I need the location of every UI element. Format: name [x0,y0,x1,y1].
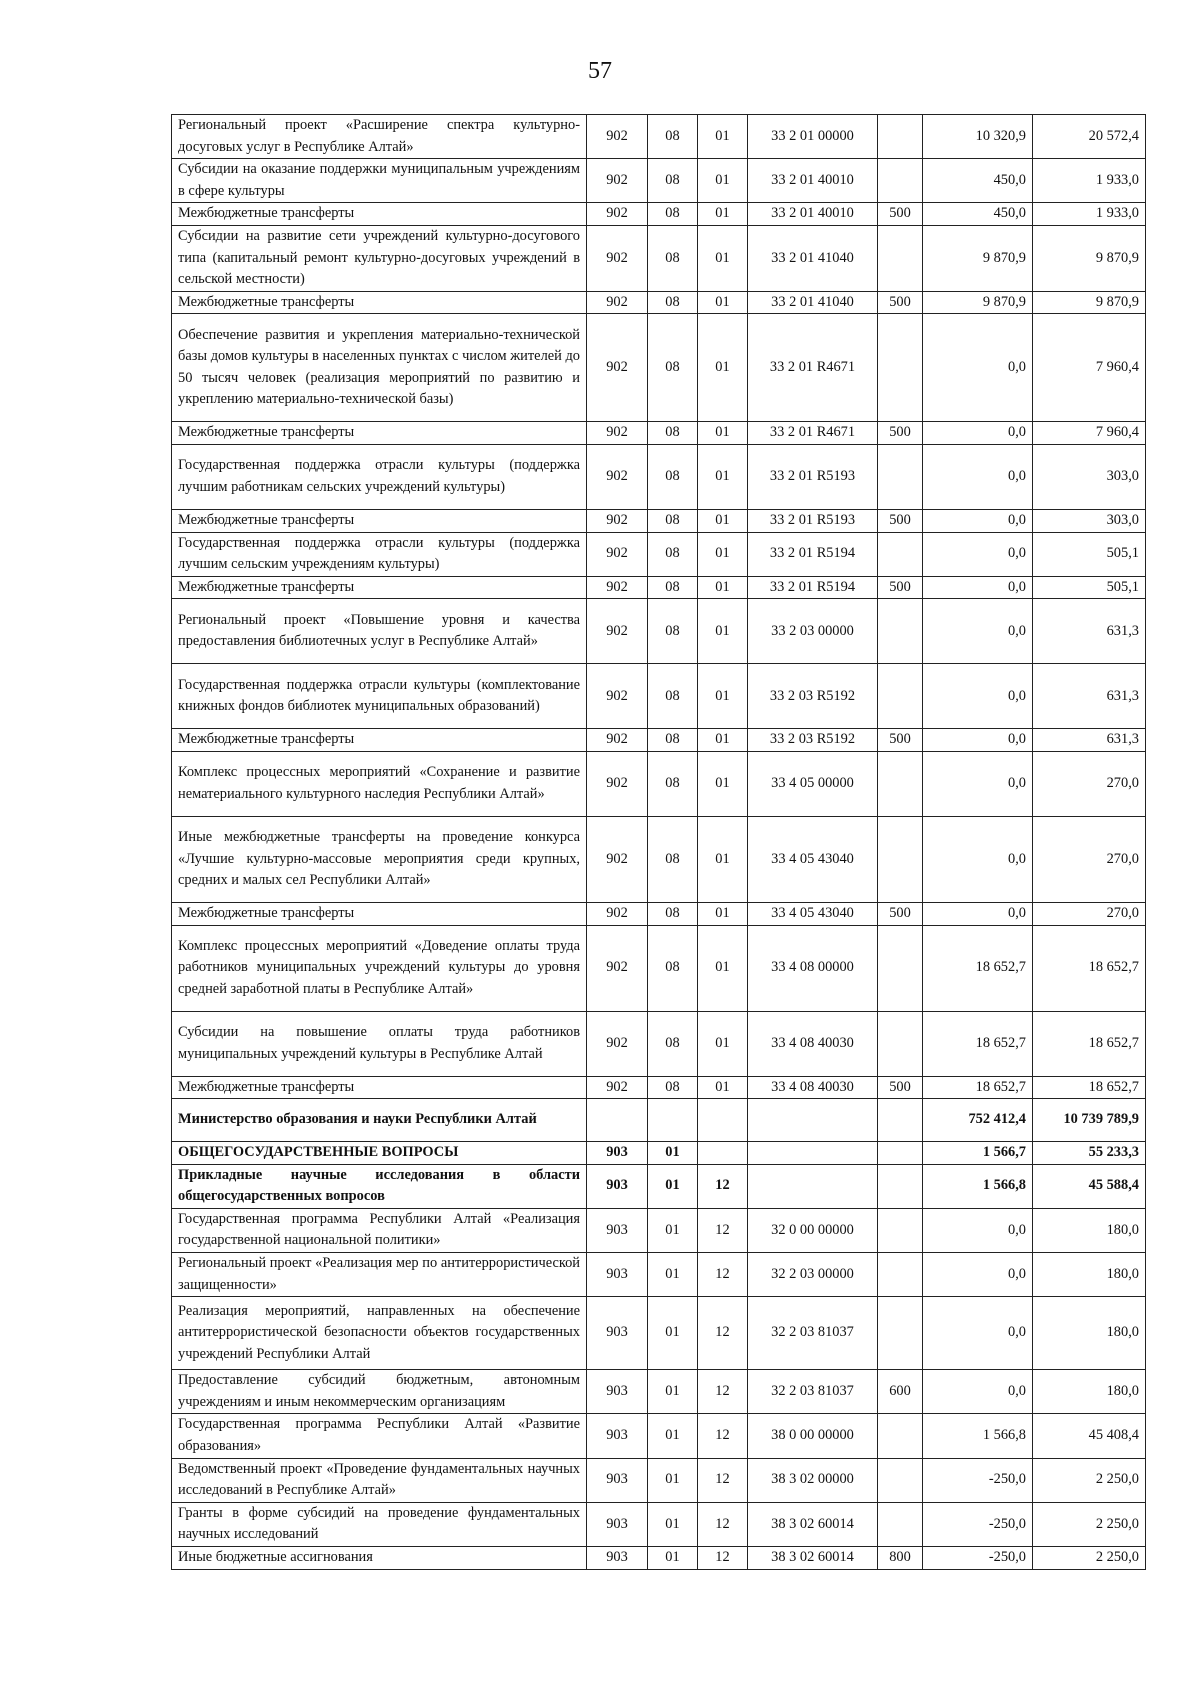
row-amount-change: 18 652,7 [923,1076,1033,1099]
row-name: Государственная программа Республики Алтай «Реализация государственной национальной политики» [172,1208,587,1252]
row-target-article: 33 4 08 40030 [748,1011,878,1076]
table-row [172,1547,1146,1570]
row-expense-type [878,1297,923,1370]
row-amount-change: 1 566,7 [923,1142,1033,1165]
row-section-code: 01 [648,1208,698,1252]
row-target-article [748,1164,878,1208]
table-row [172,729,1146,752]
table-row [172,1253,1146,1297]
row-section-code: 08 [648,599,698,664]
row-section-code: 08 [648,1076,698,1099]
row-name: Обеспечение развития и укрепления материально-технической базы домов культуры в населенных пунктах с числом жителей до 50 тысяч человек (реализация мероприятий по развитию и укреплению материально-технической базы) [172,314,587,422]
row-name: Государственная поддержка отрасли культуры (поддержка лучшим сельским учреждениям культуры) [172,532,587,576]
table-row [172,1208,1146,1252]
row-target-article: 38 3 02 60014 [748,1547,878,1570]
row-expense-type [878,1502,923,1546]
row-target-article: 33 2 01 R5194 [748,576,878,599]
row-amount-change: -250,0 [923,1502,1033,1546]
row-target-article: 33 2 01 00000 [748,115,878,159]
row-amount-total: 270,0 [1033,816,1146,902]
row-expense-type [878,1253,923,1297]
row-amount-change: 0,0 [923,1253,1033,1297]
row-amount-change: 0,0 [923,576,1033,599]
row-amount-change: 0,0 [923,902,1033,925]
row-target-article [748,1142,878,1165]
row-amount-total: 631,3 [1033,729,1146,752]
row-amount-change: 752 412,4 [923,1099,1033,1142]
row-amount-total: 10 739 789,9 [1033,1099,1146,1142]
row-amount-change: 0,0 [923,1297,1033,1370]
row-target-article: 33 2 01 41040 [748,225,878,291]
row-admin-code: 902 [587,599,648,664]
row-amount-change: 0,0 [923,664,1033,729]
row-admin-code: 903 [587,1142,648,1165]
row-amount-change: -250,0 [923,1458,1033,1502]
row-name: Субсидии на оказание поддержки муниципальным учреждениям в сфере культуры [172,159,587,203]
row-target-article: 32 2 03 00000 [748,1253,878,1297]
row-expense-type [878,751,923,816]
table-body [172,115,1146,1570]
row-amount-change: 0,0 [923,314,1033,422]
row-amount-total: 45 408,4 [1033,1414,1146,1458]
row-section-code: 08 [648,509,698,532]
row-amount-total: 180,0 [1033,1370,1146,1414]
row-admin-code: 902 [587,1076,648,1099]
row-amount-total: 20 572,4 [1033,115,1146,159]
table-row [172,159,1146,203]
row-expense-type: 500 [878,422,923,445]
row-name: Межбюджетные трансферты [172,729,587,752]
row-section-code: 08 [648,664,698,729]
row-name: Прикладные научные исследования в области общегосударственных вопросов [172,1164,587,1208]
row-section-code: 08 [648,1011,698,1076]
row-subsection-code: 12 [698,1502,748,1546]
row-expense-type: 500 [878,902,923,925]
row-name: Иные бюджетные ассигнования [172,1547,587,1570]
row-amount-change: 0,0 [923,1208,1033,1252]
table-row [172,509,1146,532]
row-admin-code: 903 [587,1164,648,1208]
row-target-article: 33 4 08 00000 [748,925,878,1011]
row-expense-type [878,816,923,902]
table-row [172,532,1146,576]
row-section-code [648,1099,698,1142]
row-target-article: 33 4 05 43040 [748,902,878,925]
table-row [172,576,1146,599]
row-subsection-code: 12 [698,1414,748,1458]
table-row [172,1370,1146,1414]
row-amount-total: 270,0 [1033,902,1146,925]
row-admin-code: 902 [587,444,648,509]
row-admin-code [587,1099,648,1142]
row-admin-code: 903 [587,1414,648,1458]
row-section-code: 08 [648,729,698,752]
row-amount-total: 180,0 [1033,1253,1146,1297]
row-subsection-code: 12 [698,1458,748,1502]
row-expense-type [878,1208,923,1252]
row-amount-total: 631,3 [1033,599,1146,664]
row-target-article: 38 0 00 00000 [748,1414,878,1458]
table-row [172,225,1146,291]
row-admin-code: 902 [587,751,648,816]
row-target-article: 33 2 01 R4671 [748,422,878,445]
row-subsection-code: 12 [698,1547,748,1570]
row-subsection-code: 12 [698,1297,748,1370]
row-amount-total: 2 250,0 [1033,1502,1146,1546]
row-section-code: 08 [648,751,698,816]
row-amount-total: 2 250,0 [1033,1547,1146,1570]
row-amount-change: 0,0 [923,729,1033,752]
row-amount-total: 303,0 [1033,444,1146,509]
row-amount-change: 0,0 [923,422,1033,445]
row-target-article: 33 4 05 43040 [748,816,878,902]
row-admin-code: 902 [587,1011,648,1076]
row-admin-code: 902 [587,729,648,752]
row-admin-code: 902 [587,422,648,445]
row-expense-type [878,1164,923,1208]
row-subsection-code: 01 [698,159,748,203]
row-section-code: 08 [648,422,698,445]
table-row [172,902,1146,925]
row-expense-type: 500 [878,203,923,226]
row-subsection-code: 01 [698,1011,748,1076]
row-subsection-code: 12 [698,1253,748,1297]
row-section-code: 08 [648,532,698,576]
row-name: Гранты в форме субсидий на проведение фундаментальных научных исследований [172,1502,587,1546]
row-name: Комплекс процессных мероприятий «Доведение оплаты труда работников муниципальных учреждений культуры до уровня средней заработной платы в Республике Алтай» [172,925,587,1011]
row-expense-type [878,1011,923,1076]
row-amount-total: 18 652,7 [1033,1076,1146,1099]
row-admin-code: 902 [587,664,648,729]
row-expense-type [878,925,923,1011]
row-subsection-code: 01 [698,902,748,925]
row-target-article: 33 4 08 40030 [748,1076,878,1099]
row-amount-change: 1 566,8 [923,1164,1033,1208]
row-target-article: 33 2 03 R5192 [748,664,878,729]
table-row [172,816,1146,902]
row-section-code: 08 [648,115,698,159]
row-subsection-code: 01 [698,422,748,445]
row-name: Межбюджетные трансферты [172,422,587,445]
row-amount-total: 303,0 [1033,509,1146,532]
row-section-code: 01 [648,1164,698,1208]
row-expense-type: 500 [878,1076,923,1099]
row-admin-code: 902 [587,291,648,314]
row-target-article: 32 0 00 00000 [748,1208,878,1252]
row-amount-total: 7 960,4 [1033,422,1146,445]
row-name: Ведомственный проект «Проведение фундаментальных научных исследований в Республике Алтай» [172,1458,587,1502]
row-admin-code: 903 [587,1208,648,1252]
row-amount-change: 0,0 [923,1370,1033,1414]
row-amount-change: 0,0 [923,509,1033,532]
row-amount-total: 1 933,0 [1033,159,1146,203]
row-amount-change: 0,0 [923,532,1033,576]
table-row [172,1502,1146,1546]
row-subsection-code: 01 [698,599,748,664]
row-amount-change: 0,0 [923,816,1033,902]
row-amount-total: 631,3 [1033,664,1146,729]
row-amount-total: 9 870,9 [1033,225,1146,291]
row-expense-type [878,1458,923,1502]
row-admin-code: 903 [587,1253,648,1297]
row-target-article: 33 2 01 41040 [748,291,878,314]
row-admin-code: 903 [587,1502,648,1546]
row-admin-code: 902 [587,816,648,902]
row-section-code: 08 [648,925,698,1011]
row-subsection-code: 01 [698,225,748,291]
table-row [172,599,1146,664]
row-amount-change: 9 870,9 [923,291,1033,314]
row-section-code: 08 [648,225,698,291]
row-subsection-code [698,1099,748,1142]
row-target-article: 33 2 01 40010 [748,159,878,203]
row-amount-change: 1 566,8 [923,1414,1033,1458]
row-section-code: 08 [648,444,698,509]
row-subsection-code: 01 [698,751,748,816]
row-admin-code: 902 [587,225,648,291]
row-expense-type [878,664,923,729]
row-amount-change: 450,0 [923,203,1033,226]
row-target-article: 33 2 03 R5192 [748,729,878,752]
row-amount-total: 505,1 [1033,576,1146,599]
row-target-article: 33 2 01 R4671 [748,314,878,422]
row-expense-type [878,225,923,291]
row-admin-code: 902 [587,159,648,203]
row-name: Иные межбюджетные трансферты на проведение конкурса «Лучшие культурно-массовые мероприятия среди крупных, средних и малых сел Республики Алтай» [172,816,587,902]
row-admin-code: 902 [587,925,648,1011]
row-admin-code: 902 [587,203,648,226]
table-row [172,1076,1146,1099]
row-expense-type [878,444,923,509]
row-name: Государственная поддержка отрасли культуры (поддержка лучшим работникам сельских учреждений культуры) [172,444,587,509]
row-subsection-code: 12 [698,1370,748,1414]
row-amount-total: 45 588,4 [1033,1164,1146,1208]
row-name: Межбюджетные трансферты [172,509,587,532]
row-admin-code: 903 [587,1297,648,1370]
row-amount-change: 0,0 [923,751,1033,816]
row-amount-total: 2 250,0 [1033,1458,1146,1502]
row-name: Региональный проект «Повышение уровня и качества предоставления библиотечных услуг в Республике Алтай» [172,599,587,664]
row-expense-type: 600 [878,1370,923,1414]
budget-table [171,114,1146,1570]
row-name: Предоставление субсидий бюджетным, автономным учреждениям и иным некоммерческим организациям [172,1370,587,1414]
row-name: Региональный проект «Реализация мер по антитеррористической защищенности» [172,1253,587,1297]
row-section-code: 01 [648,1142,698,1165]
row-target-article: 33 2 01 40010 [748,203,878,226]
table-row [172,115,1146,159]
row-subsection-code: 01 [698,509,748,532]
row-admin-code: 902 [587,576,648,599]
row-expense-type: 500 [878,509,923,532]
row-subsection-code: 01 [698,925,748,1011]
table-row [172,291,1146,314]
row-section-code: 08 [648,314,698,422]
row-amount-change: 18 652,7 [923,1011,1033,1076]
row-name: ОБЩЕГОСУДАРСТВЕННЫЕ ВОПРОСЫ [172,1142,587,1165]
row-subsection-code: 01 [698,444,748,509]
row-amount-total: 270,0 [1033,751,1146,816]
row-target-article: 33 2 01 R5193 [748,509,878,532]
row-target-article: 33 2 01 R5194 [748,532,878,576]
row-amount-change: 0,0 [923,444,1033,509]
row-target-article [748,1099,878,1142]
row-subsection-code: 01 [698,576,748,599]
row-expense-type: 500 [878,729,923,752]
row-expense-type [878,159,923,203]
row-subsection-code: 01 [698,314,748,422]
row-name: Комплекс процессных мероприятий «Сохранение и развитие нематериального культурного наследия Республики Алтай» [172,751,587,816]
row-section-code: 08 [648,816,698,902]
row-name: Реализация мероприятий, направленных на обеспечение антитеррористической безопасности объектов государственных учреждений Республики Алтай [172,1297,587,1370]
row-amount-change: 18 652,7 [923,925,1033,1011]
row-subsection-code: 12 [698,1164,748,1208]
row-name: Субсидии на повышение оплаты труда работников муниципальных учреждений культуры в Республике Алтай [172,1011,587,1076]
row-subsection-code: 01 [698,291,748,314]
table-row [172,422,1146,445]
row-section-code: 01 [648,1297,698,1370]
row-subsection-code: 01 [698,532,748,576]
row-subsection-code [698,1142,748,1165]
row-section-code: 01 [648,1414,698,1458]
row-amount-total: 18 652,7 [1033,1011,1146,1076]
row-admin-code: 902 [587,115,648,159]
table-row [172,1297,1146,1370]
table-row [172,1099,1146,1142]
row-name: Межбюджетные трансферты [172,203,587,226]
row-target-article: 38 3 02 00000 [748,1458,878,1502]
row-section-code: 01 [648,1547,698,1570]
row-subsection-code: 01 [698,115,748,159]
row-subsection-code: 01 [698,203,748,226]
table-row [172,664,1146,729]
page-number: 57 [588,58,612,84]
row-section-code: 08 [648,203,698,226]
row-expense-type [878,115,923,159]
row-target-article: 38 3 02 60014 [748,1502,878,1546]
row-subsection-code: 01 [698,664,748,729]
row-subsection-code: 01 [698,729,748,752]
row-admin-code: 902 [587,509,648,532]
row-amount-change: 450,0 [923,159,1033,203]
row-admin-code: 903 [587,1547,648,1570]
row-name: Межбюджетные трансферты [172,1076,587,1099]
row-amount-change: 10 320,9 [923,115,1033,159]
row-admin-code: 902 [587,314,648,422]
row-expense-type: 500 [878,291,923,314]
row-amount-total: 9 870,9 [1033,291,1146,314]
row-section-code: 01 [648,1253,698,1297]
row-admin-code: 903 [587,1370,648,1414]
table-row [172,1414,1146,1458]
row-amount-change: 0,0 [923,599,1033,664]
table-row [172,1458,1146,1502]
row-subsection-code: 01 [698,816,748,902]
row-target-article: 32 2 03 81037 [748,1370,878,1414]
row-name: Министерство образования и науки Республики Алтай [172,1099,587,1142]
row-expense-type [878,599,923,664]
row-amount-total: 180,0 [1033,1297,1146,1370]
row-amount-total: 7 960,4 [1033,314,1146,422]
row-name: Межбюджетные трансферты [172,902,587,925]
row-amount-total: 55 233,3 [1033,1142,1146,1165]
row-amount-total: 505,1 [1033,532,1146,576]
row-expense-type: 500 [878,576,923,599]
row-admin-code: 902 [587,902,648,925]
row-expense-type: 800 [878,1547,923,1570]
row-subsection-code: 12 [698,1208,748,1252]
row-expense-type [878,314,923,422]
table-row [172,1164,1146,1208]
table-row [172,444,1146,509]
row-name: Государственная поддержка отрасли культуры (комплектование книжных фондов библиотек муниципальных образований) [172,664,587,729]
row-section-code: 08 [648,902,698,925]
table-row [172,925,1146,1011]
row-section-code: 08 [648,291,698,314]
table-row [172,203,1146,226]
table-row [172,751,1146,816]
table-row [172,314,1146,422]
row-expense-type [878,1142,923,1165]
row-target-article: 32 2 03 81037 [748,1297,878,1370]
row-name: Региональный проект «Расширение спектра культурно-досуговых услуг в Республике Алтай» [172,115,587,159]
row-admin-code: 902 [587,532,648,576]
row-section-code: 01 [648,1502,698,1546]
row-amount-total: 18 652,7 [1033,925,1146,1011]
row-section-code: 08 [648,159,698,203]
row-name: Межбюджетные трансферты [172,291,587,314]
row-expense-type [878,532,923,576]
row-name: Межбюджетные трансферты [172,576,587,599]
row-expense-type [878,1099,923,1142]
row-target-article: 33 2 01 R5193 [748,444,878,509]
table-row [172,1011,1146,1076]
row-section-code: 01 [648,1458,698,1502]
row-amount-change: 9 870,9 [923,225,1033,291]
row-section-code: 01 [648,1370,698,1414]
table-row [172,1142,1146,1165]
row-name: Государственная программа Республики Алтай «Развитие образования» [172,1414,587,1458]
row-target-article: 33 2 03 00000 [748,599,878,664]
row-amount-total: 180,0 [1033,1208,1146,1252]
row-section-code: 08 [648,576,698,599]
row-name: Субсидии на развитие сети учреждений культурно-досугового типа (капитальный ремонт культурно-досуговых учреждений в сельской местности) [172,225,587,291]
row-amount-total: 1 933,0 [1033,203,1146,226]
row-expense-type [878,1414,923,1458]
row-admin-code: 903 [587,1458,648,1502]
row-subsection-code: 01 [698,1076,748,1099]
row-target-article: 33 4 05 00000 [748,751,878,816]
row-amount-change: -250,0 [923,1547,1033,1570]
